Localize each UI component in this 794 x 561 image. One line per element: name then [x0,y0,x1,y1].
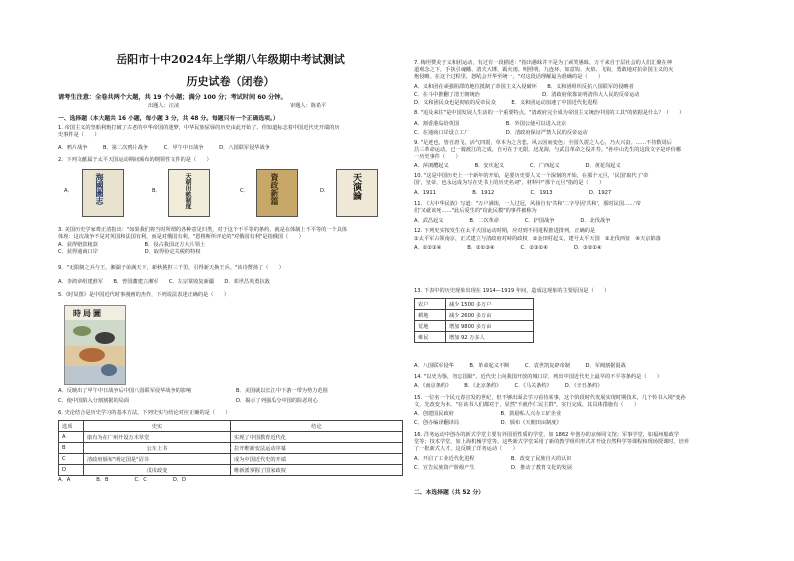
question-option: A．割香港岛给英国 B．外国公使可以进入北京 [414,121,567,127]
table-cell: 维新派掌握了国家政权 [231,465,403,476]
question-option: C．在通商口岸设立工厂 D．清政府保证严禁人民的反帝运动 [414,130,588,136]
table-cell: 拉开维新变法运动序幕 [231,443,403,454]
question-line: 史事件是（ ） [58,132,100,138]
cartoon-title: 時局圖 [73,308,103,318]
question-line: 15. 一位名一个民元春宣发的世纪，但不够出面去学习看待某事，这个阶段时代发展实现时期技术，几个传书入境"变孙 [414,395,686,401]
table-row [415,310,534,321]
question-line: 5.《时局图》是中国近代时事漫画的杰作，下列说法表述正确的是（ ） [58,292,229,298]
question-line: 9．"无限制之兵与王，湘湖子弟满天下，新秋挑担三千里，引得新天换王兵。"该诗赞扬了（ ） [58,265,284,271]
table-header-cell: 选项 [59,421,84,432]
table-cell: B [59,443,84,454]
map-region [79,348,105,362]
table-row [415,332,534,343]
question-options: A．鸦片战争 B．第二次鸦片战争 C．甲午中日战争 D．八国联军侵华战争 [58,145,270,151]
question-line: 2．下列文献属于太平天国运动期间颁布的纲领性文件的是（ ） [58,157,212,163]
question-option: A．义和团在顽强阻滞的地位抵制了帝国主义入侵破坏 B．义和团组织反抗八国联军的侵略者 [414,84,634,90]
question-option: C．创办编译翻译局 D．颁布《天朝田亩制度》 [414,420,562,426]
question-line: 了一批新式人才。这反映了洋务运动（ ） [414,446,518,452]
question-options: A．萍浏醴起义 B．安庆起义 C．广西起义 D．黄花岗起义 [414,163,621,169]
table-cell: 难民 [415,332,446,343]
question-line: 炮侵略。在这个过程里，怒吼会升华至统一。"对这段话理解最为准确的是（ ） [414,74,604,80]
option-label: B． [152,188,161,194]
question-line: 16. 洋务运动中创办的新式学堂主要有外国语性质的学堂，如 1862 年创办的京师同文馆；军事学堂，如福州船政学 [414,432,680,438]
question-options: A．①②③④ B．②①③④ C．②③①④ D．③②①④ [414,245,602,251]
table-row [59,454,403,465]
table-header-cell: 结论 [231,421,403,432]
book-title: 天朝田畝制度 [184,173,191,209]
exam-notice: 请考生注意：全卷共两个大题，共 19 个小题；满分 100 分；考试时间 60 分钟。 [58,94,287,101]
question-options: A．A B．B C．C D．D [58,477,187,483]
question-options: A．《南京条约》 B．《北京条约》 C．《马关条约》 D．《辛丑条约》 [414,383,603,389]
question-options: A．武昌起义 B．二次革命 C．护国战争 D．北伐战争 [414,218,611,224]
question-line: 8. "追及来往"是中国发展人生活的一个重要特点。"清政府完全成为帝国主义统治中国的工具"的依据是什么？（ ） [414,110,685,116]
question-line: 11. 《大中华民族》写道："万户满街，一人过冠，风扬自有'共和'二字导因'共和'，那时民国……'帝 [414,201,641,207]
section-1-heading: 一、选择题（本大题共 16 小题，每小题 3 分，共 48 分。每题只有一个正确选项。） [58,116,279,122]
table-cell: 荒地 [415,321,446,332]
book-title: 海國圖志 [95,173,105,205]
option-label: D． [320,188,330,194]
table-cell: 农户 [415,299,446,310]
shiju-tu-cartoon-image [64,305,126,385]
question-options: A．李鸿章组建淮军 B．曾国藩建立湘军 C．左宗棠收复新疆 D．邓世昌英勇抗敌 [58,279,270,285]
question-line: 3. 美国历史学家费正清指出："如果我们将当时所谓的各种意见归类，对于这个不平等的条约，就是在体制上不平等的一个具体 [58,227,348,233]
option-label: A． [64,188,73,194]
table-header-row [59,421,403,432]
question-line: 道观念之下，手执引魂幡、清夫大锤、霸火雨、明照明、九连环、如意钩、火焰、飞钩，勇敢地对抗帝国主义的火 [414,67,674,73]
exam-reviewer: 审题人：陈希平 [290,103,327,109]
question-option: D．义和团民众也是彻底的反帝民众 E．义和团运动加速了中国近代化进程 [414,100,598,106]
map-region [101,364,117,376]
table-row [415,299,534,310]
table-cell: C [59,454,84,465]
table-cell: 减少 2600 多万亩 [445,310,533,321]
question-line: 体现：这次战争不是对英国和法国有利，而是对俄国有利。"恩格斯所评论的"对俄国有利"是指俄国（ ） [58,234,304,240]
book-cover-image [336,169,378,217]
question-line: 9. "足迹也，皆自唐飞，活气四震，草本为之含悲，风云因而变色；全国久震之人心，乃大兴奋。……不待数周后 [414,140,672,146]
table-cell: 实现了中国教育近代化 [231,432,403,443]
exam-subtitle: 历史试卷（闭卷） [186,75,275,88]
question-option: C．在斗中推翻了清王朝统治 D．清政府依靠证明清伟大人民的反帝运动 [414,92,640,98]
question-line: 14. "以史为鉴，勿忘国耻"。近代史上向我国开放的城口岸，列出中国近代史上最早的不平等条约是（ ） [414,374,663,380]
table-cell: 减少 1500 多万户 [445,299,533,310]
question-line: 6. 史论结合是历史学习的基本方法。下列史实与结论对应正确的是（ ） [58,410,231,416]
table-row [59,432,403,443]
book-cover-image [256,169,298,217]
book-cover-image [168,169,210,217]
question-option: B．美国就以长江中下游一带为势力范围 [236,388,328,394]
table-header-cell: 史实 [84,421,231,432]
question-options: A．获得赔款租款 B．侵占我国北方大片领土 [58,242,206,248]
question-options: A．八国联军侵华 B．革命起义不断 C．袁世凯复辟帝制 D．军阀割据混战 [414,363,626,369]
table-cell: 戊戌政变 [84,465,231,476]
question-line: 一历史事件（ ） [414,154,461,160]
question-option: C．使中国陷入分割割据的局面 [58,398,130,404]
table-cell: 成为中国近代史的开端 [231,454,403,465]
table-row [59,465,403,476]
question-line: 国'，皇帝，也永远成为写在史书上的历史名词"，材料中"那个元旦"指的是（ ） [414,180,605,186]
table-row [415,321,534,332]
table-cell: 耕地 [415,310,446,321]
question-line: 13. 下表中的历史现象出现在 1914—1919 年间，造成这现象的主要原因是（ ） [414,288,610,294]
question-line: ①太平军占领南京，正式建立与清政府对峙的政权 ②金田村起义，建号太平天国 ③北伐西征 ④天京陷落 [414,236,661,242]
table-cell: 增加 9800 多万亩 [445,321,533,332]
question-line: 昌三革命运动，已一骑渡江的之成，自可在于无限，迅龙海，与武昌革命之役并寿。"孙中山先生的这段文字是评价哪 [414,147,681,153]
question-line: 12. 下列史实按发生在太平天国运动时期，应对到不同进程推进排列，正确的是 [414,228,596,234]
table-cell: 康有为在广州开设万木草堂 [84,432,231,443]
table-cell: D [59,465,84,476]
fact-conclusion-table [58,420,403,476]
q2-image-options [58,165,403,215]
question-line: 堂等；技术学堂，如上海机械学堂等。这些新式学堂采用了新的教学组织形式并开设自然科学等课程和现场授课时，培养 [414,439,689,445]
map-region [73,326,91,336]
table-cell: 公车上书 [84,443,231,454]
question-option: A．创建国民政府 B．鼓励私人兴办工矿企业 [414,411,562,417]
table-cell: 增加 92 万多人 [445,332,533,343]
table-cell: A [59,432,84,443]
book-title: 天演論 [351,173,361,200]
question-options: A．1911 B．1912 C．1913 D．1927 [414,190,612,196]
population-land-table [414,298,534,343]
question-line: 们'又就该死……"此后爱生的"窃此民模"的事件被称为 [414,208,537,214]
question-option: A．开启了工业近代化进程 B．改变了民族自大的认识 [414,456,572,462]
table-cell: 清政府颁布"明定国是"诏书 [84,454,231,465]
question-line: 1. 帝国主义的坚船利炮打破了古老的中华帝国的迷梦，中华民族屈辱的历史由此开始了。你知道标志着中国近代史开端的历 [58,125,340,131]
section-2-heading: 二、本选择题（共 52 分） [414,490,485,496]
question-option: C．宣告民族资产阶级产生 D．推动了教育文化的发展 [414,465,573,471]
map-region [95,332,115,344]
question-options: C．获得通商口岸 D．取得协定关税的特权 [58,249,201,255]
question-option: A．反映出了甲午中日战争后中国八国联军侵华战争的影响 [58,388,192,394]
exam-setter: 出题人：汪凌 [148,103,180,109]
book-title: 資政新篇 [270,173,280,205]
exam-title: 岳阳市十中2024年上学期八年级期中考试测试 [116,53,345,66]
question-option: D．揭示了列强瓜分中国的险恶用心 [236,398,318,404]
option-label: C． [240,188,249,194]
question-line: 10. "这是中国历史上一个新年的开始，是要历史要人又一个深刻的开始，在那个元旦，'民国'取代了'帝 [414,173,649,179]
table-row [59,443,403,454]
question-line: 文，先改变为本。"在该书人们都对于，显然"不就作仁民主群"，实行完成，其具体措施有（ ） [414,402,640,408]
question-line: 7. 梅坦赞美于义和团运动，有过有一段描述："指出愚昧并不是为了顽笑愚昧，万千来自于层社会的人们汇聚在神 [414,60,672,66]
book-cover-image [82,169,124,217]
